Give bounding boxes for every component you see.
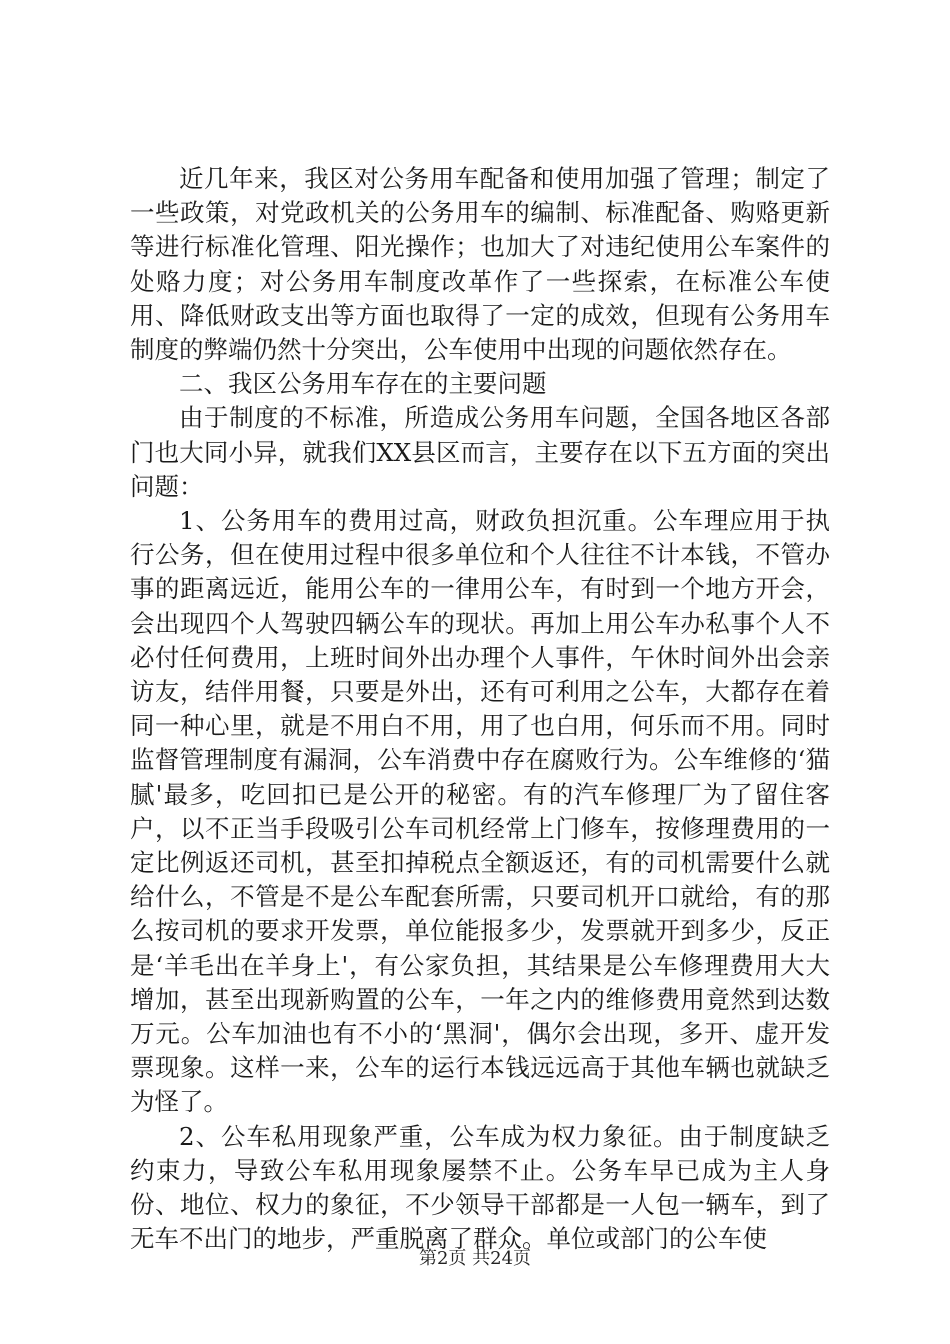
section-heading: 二、我区公务用车存在的主要问题 bbox=[179, 369, 547, 399]
paragraph-item-2: 2、公车私用现象严重，公车成为权力象征。由于制度缺乏约束力，导致公车私用现象屡禁不止。公务车早已成为主人身份、地位、权力的象征，不少领导干部都是一人包一辆车，到了无车不出门的地步，严重脱离了群众。单位或部门的公车使 bbox=[130, 1121, 830, 1254]
page-footer bbox=[0, 1244, 950, 1270]
paragraph-overview: 由于制度的不标准，所造成公务用车问题，全国各地区各部门也大同小异，就我们XX县区而言，主要存在以下五方面的突出问题： bbox=[130, 403, 830, 501]
paragraph-item-1: 1、公务用车的费用过高，财政负担沉重。公车理应用于执行公务，但在使用过程中很多单位和个人往往不计本钱，不管办事的距离远近，能用公车的一律用公车，有时到一个地方开会，会出现四个人驾驶四辆公车的现状。再加上用公车办私事个人不必付任何费用，上班时间外出办理个人事件，午休时间外出会亲访友，结伴用餐，只要是外出，还有可利用之公车，大都存在着同一种心里，就是不用白不用，用了也白用，何乐而不用。同时监督管理制度有漏洞，公车消费中存在腐败行为。公车维修的‘猫腻'最多，吃回扣已是公开的秘密。有的汽车修理厂为了留住客户，以不正当手段吸引公车司机经常上门修车，按修理费用的一定比例返还司机，甚至扣掉税点全额返还，有的司机需要什么就给什么，不管是不是公车配套所需，只要司机开口就给，有的那么按司机的要求开发票，单位能报多少，发票就开到多少，反正是‘羊毛出在羊身上'，有公家负担，其结果是公车修理费用大大增加，甚至出现新购置的公车，一年之内的维修费用竟然到达数万元。公车加油也有不小的‘黑洞'，偶尔会出现，多开、虚开发票现象。这样一来，公车的运行本钱远远高于其他车辆也就缺乏为怪了。 bbox=[130, 506, 830, 1117]
document-body bbox=[130, 162, 830, 1257]
paragraph-intro: 近几年来，我区对公务用车配备和使用加强了管理；制定了一些政策，对党政机关的公务用车的编制、标准配备、购赂更新等进行标准化管理、阳光操作；也加大了对违纪使用公车案件的处赂力度；对公务用车制度改革作了一些探索，在标准公车使用、降低财政支出等方面也取得了一定的成效，但现有公务用车制度的弊端仍然十分突出，公车使用中出现的问题依然存在。 bbox=[130, 164, 830, 365]
page-number: 第2页 共24页 bbox=[418, 1248, 532, 1269]
